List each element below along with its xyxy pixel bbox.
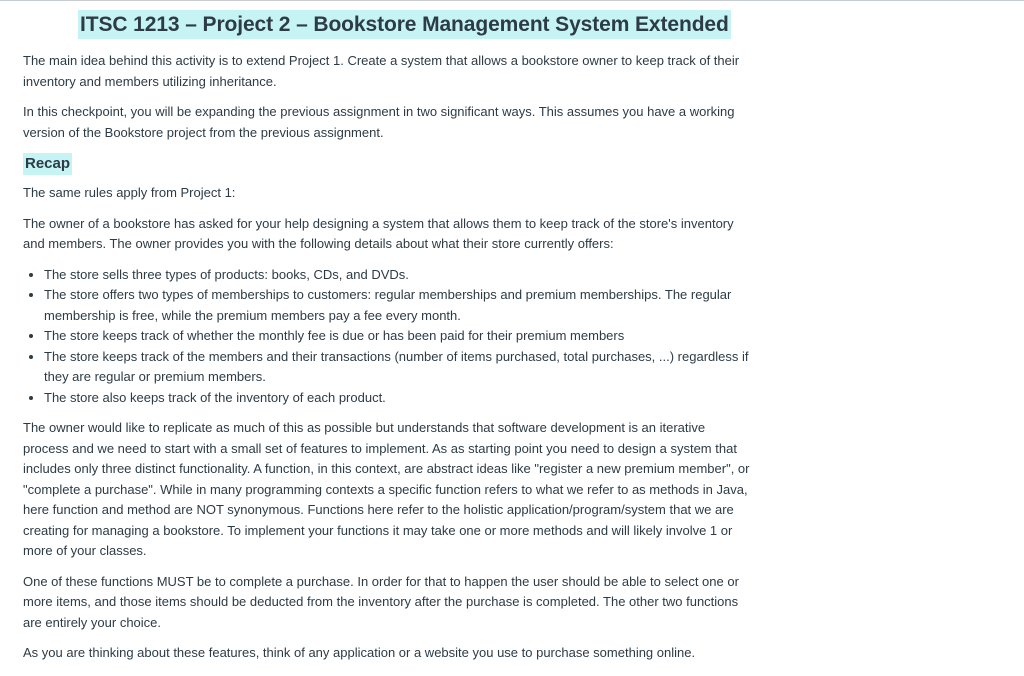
list-item: • The store keeps track of the members and their transactions (number of items purchased, total purchases, ...) regardless if they are regular or premium members.	[44, 347, 753, 388]
page-title: ITSC 1213 – Project 2 – Bookstore Management System Extended	[78, 10, 731, 39]
recap-heading: Recap	[23, 153, 72, 175]
purchase-paragraph: One of these functions MUST be to complete a purchase. In order for that to happen the user should be able to select one or more items, and those items should be deducted from the inventory after the purchase is completed. The other two functions are entirely your choice.	[23, 573, 739, 630]
page-content	[23, 10, 753, 674]
store-details-list	[23, 265, 753, 409]
list-item: • The store also keeps track of the inventory of each product.	[44, 388, 753, 409]
list-item: • The store offers two types of memberships to customers: regular memberships and premium memberships. The regular membership is free, while the premium members pay a fee every month.	[44, 285, 753, 326]
intro-paragraph: The main idea behind this activity is to extend Project 1. Create a system that allows a bookstore owner to keep track of their inventory and members utilizing inheritance.	[23, 53, 740, 89]
recap-heading-row	[23, 153, 753, 183]
checkpoint-paragraph: In this checkpoint, you will be expanding the previous assignment in two significant ways. This assumes you have a working version of the Bookstore project from the previous assignment.	[23, 104, 735, 140]
title-row	[78, 10, 753, 39]
owner-intro-paragraph: The owner of a bookstore has asked for your help designing a system that allows them to keep track of the store's inventory and members. The owner provides you with the following details about what their store currently offers:	[23, 215, 734, 251]
thinking-paragraph: As you are thinking about these features, think of any application or a website you use to purchase something online.	[23, 645, 696, 660]
owner-replicate-paragraph: The owner would like to replicate as much of this as possible but understands that software development is an iterative process and we need to start with a small set of features to implement. As as starting point you need to design a system that includes only three distinct functionality. A function, in this context, are abstract ideas like "register a new premium member", or "complete a purchase". While in many programming contexts a specific function refers to what we refer to as methods in Java, here function and method are NOT synonymous. Functions here refer to the holistic application/program/system that we are creating for managing a bookstore. To implement your functions it may take one or more methods and will likely involve 1 or more of your classes.	[23, 420, 750, 558]
top-divider	[0, 0, 1024, 1]
list-item: • The store sells three types of products: books, CDs, and DVDs.	[44, 265, 753, 286]
same-rules-paragraph: The same rules apply from Project 1:	[23, 185, 236, 200]
list-item: • The store keeps track of whether the monthly fee is due or has been paid for their premium members	[44, 326, 753, 347]
